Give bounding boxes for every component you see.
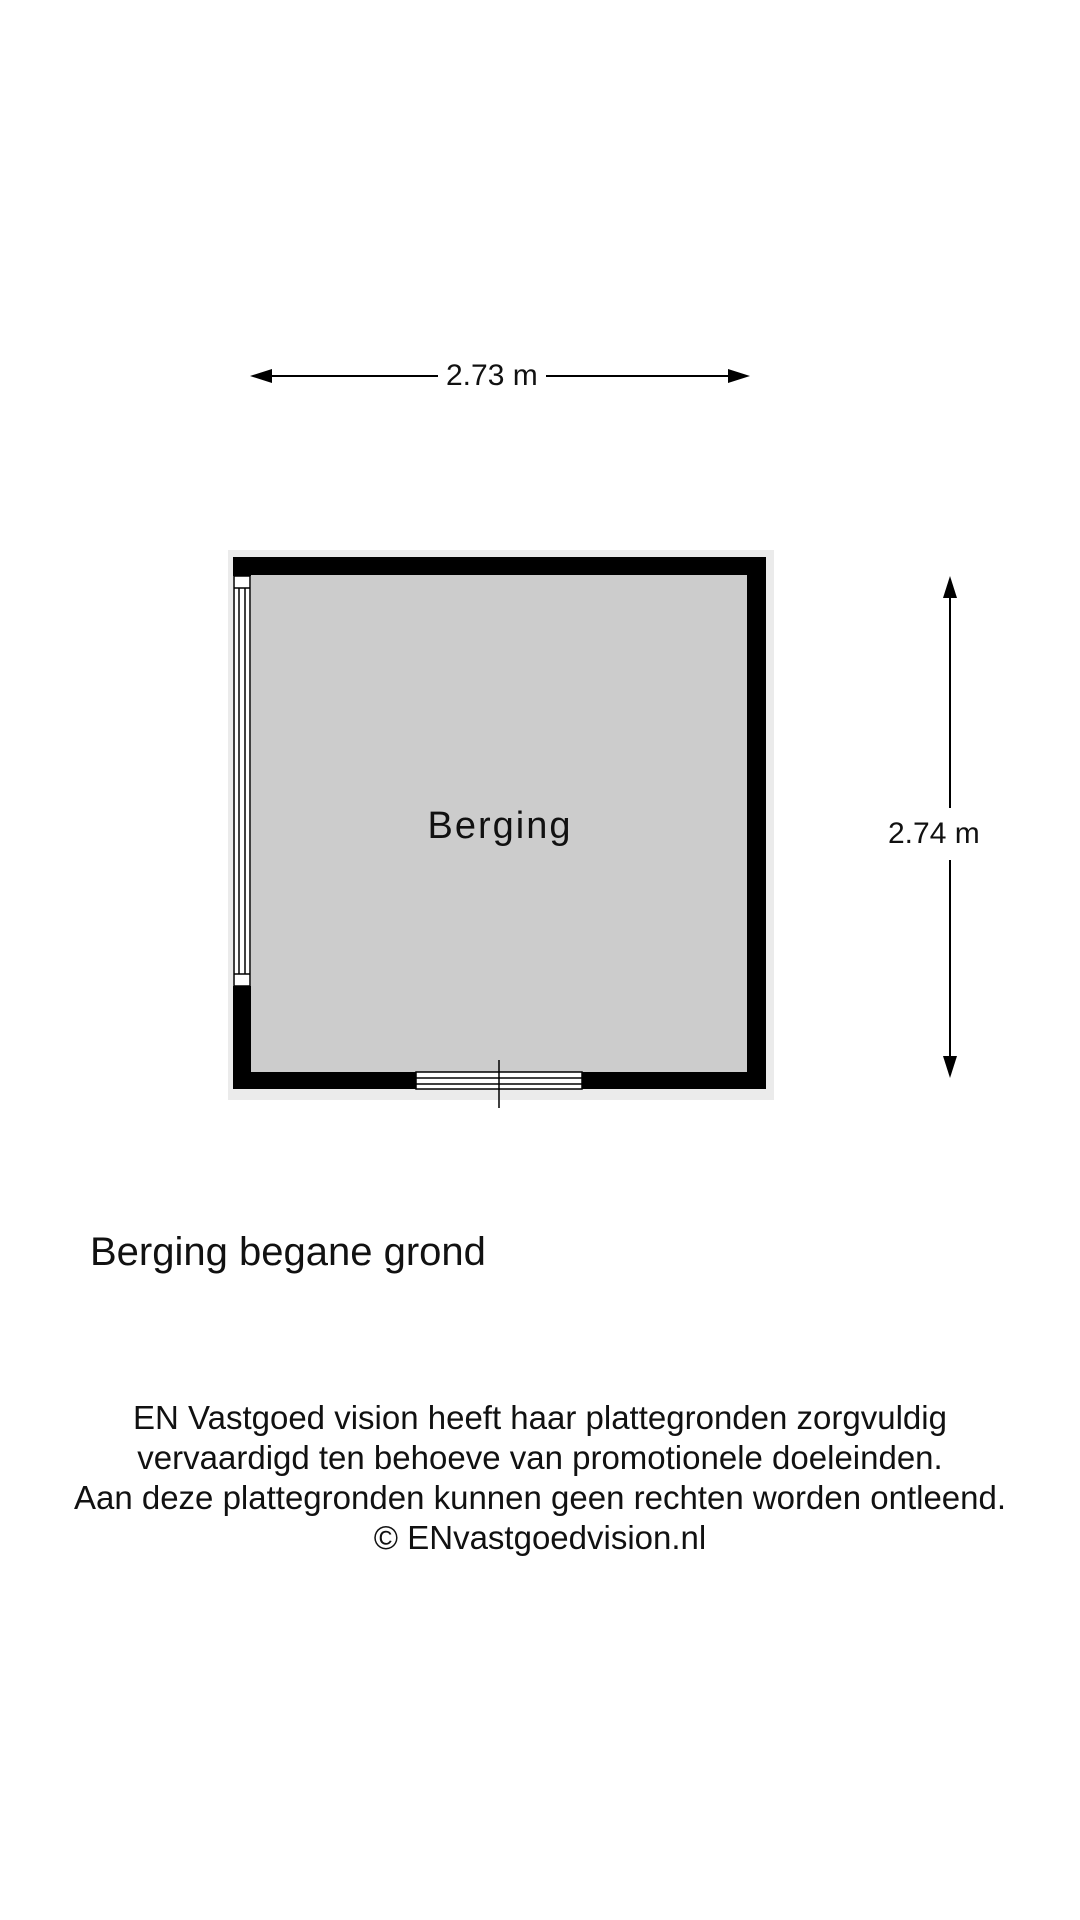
disclaimer <box>0 1398 1080 1558</box>
disclaimer-line: EN Vastgoed vision heeft haar plattegronden zorgvuldig <box>133 1399 947 1436</box>
width-dimension-label: 2.73 m <box>438 358 546 394</box>
height-dimension-label: 2.74 m <box>888 808 980 860</box>
room-label: Berging <box>427 805 573 847</box>
disclaimer-line: Aan deze plattegronden kunnen geen rechten worden ontleend. <box>73 1479 1007 1516</box>
floor-title: Berging begane grond <box>90 1230 486 1274</box>
window-left <box>233 576 251 986</box>
disclaimer-line: vervaardigd ten behoeve van promotionele doeleinden. <box>137 1439 943 1476</box>
copyright-line: © ENvastgoedvision.nl <box>373 1519 707 1556</box>
